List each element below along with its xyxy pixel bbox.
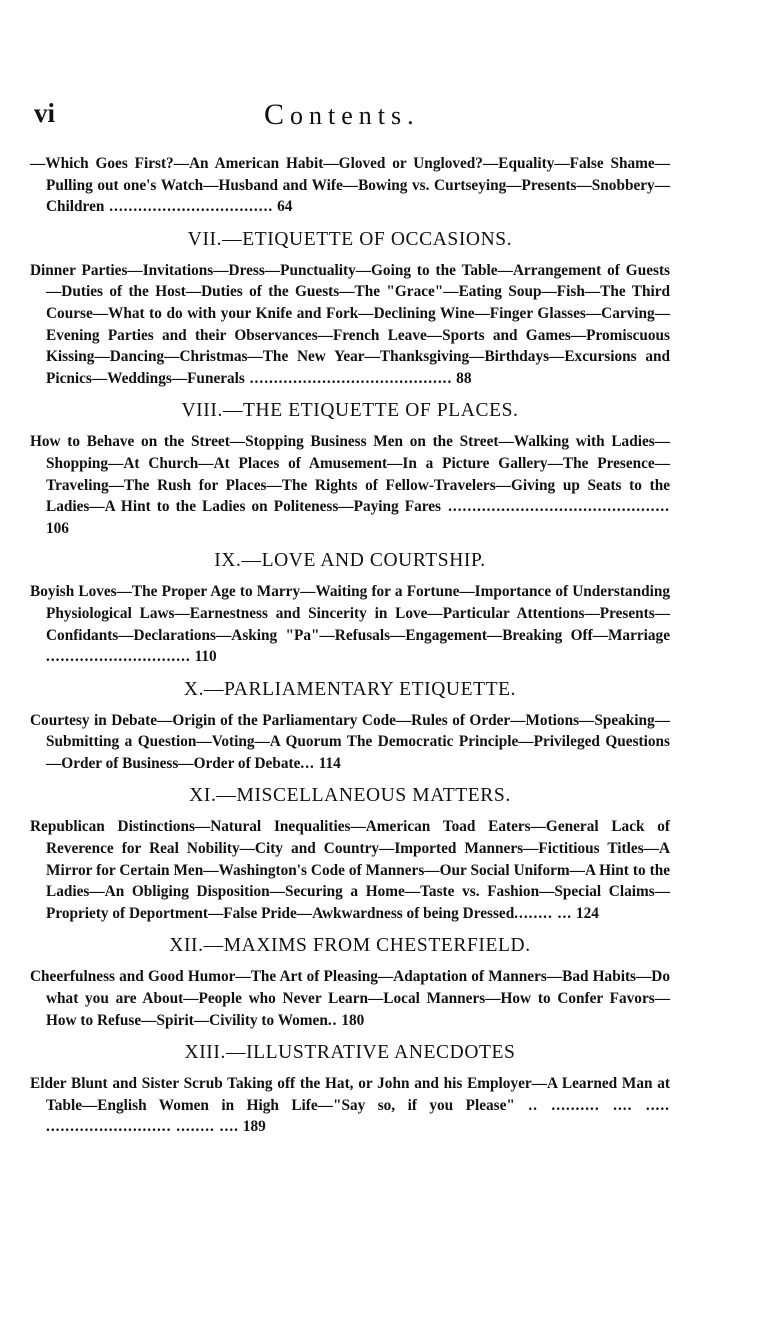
dot-leader: ...: [300, 754, 315, 772]
entry-page: 180: [341, 1011, 365, 1029]
toc-entry: [30, 260, 670, 390]
chapter-viii: [30, 400, 670, 539]
toc-entry: [30, 816, 670, 924]
entry-text: Elder Blunt and Sister Scrub Taking off the Hat, or John and his Employer—A Learned Man at Table—English Women in High Life—"Say so, if you Please": [30, 1075, 670, 1114]
dot-leader: ..........................................: [244, 369, 453, 387]
entry-text: Dinner Parties—Invitations—Dress—Punctuality—Going to the Table—Arrangement of Guests—Duties of the Host—Duties of the Guests—The "Grace"—Eating Soup—Fish—The Third Course—What to do with your Knife and Fork—Declining Wine—Finger Glasses—Carving—Evening Parties and their Observances—French Leave—Sports and Games—Promiscuous Kissing—Dancing—Christmas—The New Year—Thanksgiving—Birthdays—Excursions and Picnics—Weddings—Funerals: [30, 261, 670, 387]
toc-entry: [30, 581, 670, 667]
toc-entry: [30, 1073, 670, 1138]
dot-leader: .. .......... .... ..... .......................... ........ ....: [46, 1096, 670, 1136]
chapter-heading: XII.—MAXIMS FROM CHESTERFIELD.: [169, 935, 531, 957]
chapter-xii: [30, 935, 670, 1031]
chapter-heading: XIII.—ILLUSTRATIVE ANECDOTES: [184, 1042, 516, 1064]
page-number: vi: [34, 98, 56, 128]
dot-leader: ..............................: [46, 648, 191, 666]
entry-page: 189: [242, 1118, 266, 1136]
toc-entry: [30, 710, 670, 775]
chapter-heading: X.—PARLIAMENTARY ETIQUETTE.: [183, 678, 517, 700]
entry-text: Cheerfulness and Good Humor—The Art of Pleasing—Adaptation of Manners—Bad Habits—Do what you are About—People who Never Learn—Local Manners—How to Confer Favors—How to Refuse—Spirit—Civility to Women: [30, 968, 670, 1029]
chapter-xiii: [30, 1042, 670, 1138]
chapter-vii: [30, 229, 670, 390]
chapter-xi: [30, 785, 670, 924]
chapter-x: [30, 679, 670, 775]
toc-entry: [30, 431, 670, 539]
entry-text: Republican Distinctions—Natural Inequalities—American Toad Eaters—General Lack of Reverence for Real Nobility—City and Country—Imported Manners—Fictitious Titles—A Mirror for Certain Men—Washington's Code of Manners—Our Social Uniform—A Hint to the Ladies—An Obliging Disposition—Securing a Home—Taste vs. Fashion—Special Claims—Propriety of Deportment—False Pride—Awkwardness of being Dressed: [30, 818, 670, 922]
dot-leader: ........ ...: [514, 904, 573, 922]
entry-text: Courtesy in Debate—Origin of the Parliamentary Code—Rules of Order—Motions—Speaking—Submitting a Question—Voting—A Quorum The Democratic Principle—Privileged Questions—Order of Business—Order of Debate: [30, 711, 670, 772]
entry-page: 106: [46, 519, 69, 537]
entry-text: How to Behave on the Street—Stopping Business Men on the Street—Walking with Ladies—Shopping—At Church—At Places of Amusement—In a Picture Gallery—The Presence—Traveling—The Rush for Places—The Rights of Fellow-Travelers—Giving up Seats to the Ladies—A Hint to the Ladies on Politeness—Paying Fares: [30, 433, 670, 516]
running-header: [34, 98, 774, 138]
entry-page: 124: [575, 904, 599, 922]
chapter-heading: VIII.—THE ETIQUETTE OF PLACES.: [181, 400, 519, 422]
toc-entry-continuation: [30, 153, 670, 218]
contents-list: [30, 153, 670, 1138]
entry-page: 114: [318, 754, 341, 772]
entry-page: 64: [277, 198, 293, 216]
entry-page: 88: [456, 369, 472, 387]
dot-leader: ..................................: [104, 198, 274, 216]
chapter-heading: IX.—LOVE AND COURTSHIP.: [214, 550, 486, 572]
entry-page: 110: [194, 648, 217, 666]
running-title: Contents.: [264, 98, 420, 131]
entry-text: Boyish Loves—The Proper Age to Marry—Waiting for a Fortune—Importance of Understanding Physiological Laws—Earnestness and Sincerity in Love—Particular Attentions—Presents—Confidants—Declarations—Asking "Pa"—Refusals—Engagement—Breaking Off—Marriage: [30, 583, 670, 644]
chapter-ix: [30, 550, 670, 667]
dot-leader: ..: [327, 1011, 338, 1029]
chapter-heading: VII.—ETIQUETTE OF OCCASIONS.: [187, 228, 513, 250]
toc-entry: [30, 966, 670, 1031]
dot-leader: ..............................................: [441, 498, 670, 516]
entry-text: —Which Goes First?—An American Habit—Gloved or Ungloved?—Equality—False Shame—Pulling out one's Watch—Husband and Wife—Bowing vs. Curtseying—Presents—Snobbery—Children: [30, 155, 670, 216]
chapter-heading: XI.—MISCELLANEOUS MATTERS.: [189, 785, 511, 807]
